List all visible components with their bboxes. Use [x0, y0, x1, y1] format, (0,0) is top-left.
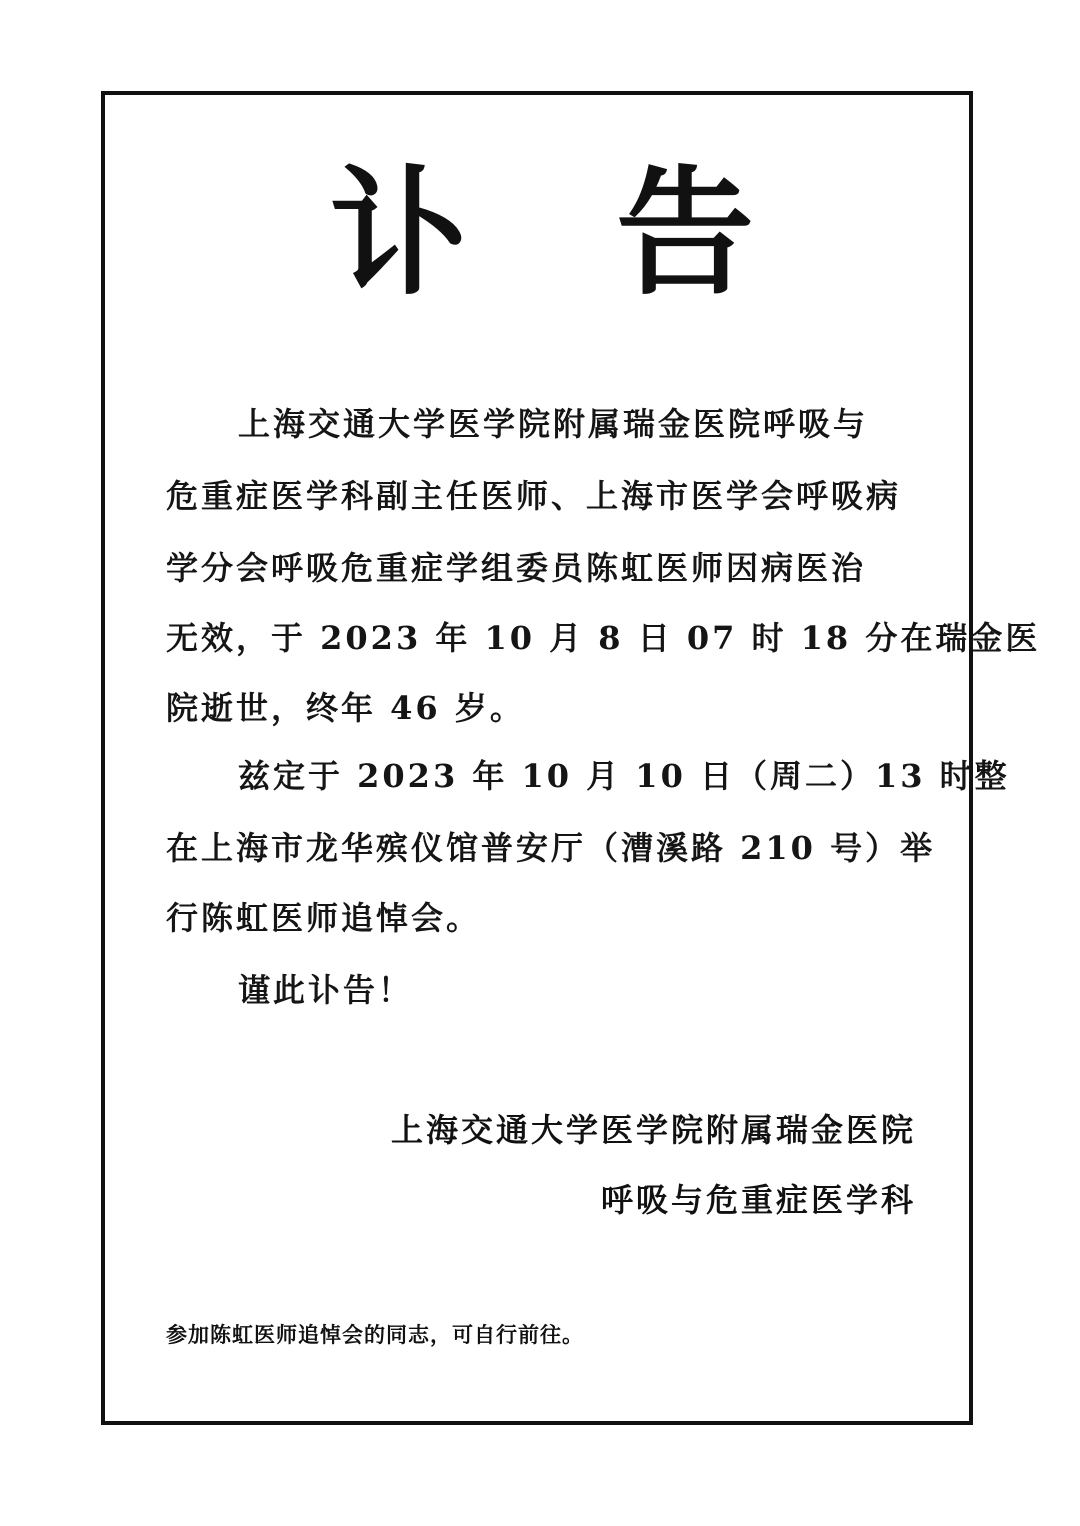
footnote: 参加陈虹医师追悼会的同志，可自行前往。: [166, 1322, 584, 1347]
closing-text: 谨此讣告！: [238, 971, 414, 1009]
paragraph-2-line: 兹定于 2023 年 10 月 10 日（周二）13 时整: [238, 757, 1010, 795]
paragraph-1-line: 无效，于 2023 年 10 月 8 日 07 时 18 分在瑞金医: [166, 619, 1041, 657]
paragraph-1-line: 院逝世，终年 46 岁。: [166, 689, 525, 727]
signature-department: 呼吸与危重症医学科: [600, 1181, 916, 1219]
title-char-2: 告: [616, 151, 755, 314]
title-char-1: 讣: [330, 151, 469, 314]
paragraph-1-line: 危重症医学科副主任医师、上海市医学会呼吸病: [166, 477, 902, 515]
page-title: [0, 151, 1080, 314]
paragraph-1-line: 上海交通大学医学院附属瑞金医院呼吸与: [238, 405, 869, 443]
paragraph-2-line: 行陈虹医师追悼会。: [166, 899, 482, 937]
paragraph-1-line: 学分会呼吸危重症学组委员陈虹医师因病医治: [166, 549, 867, 587]
paragraph-2-line: 在上海市龙华殡仪馆普安厅（漕溪路 210 号）举: [166, 829, 936, 867]
signature-organization: 上海交通大学医学院附属瑞金医院: [390, 1111, 916, 1149]
